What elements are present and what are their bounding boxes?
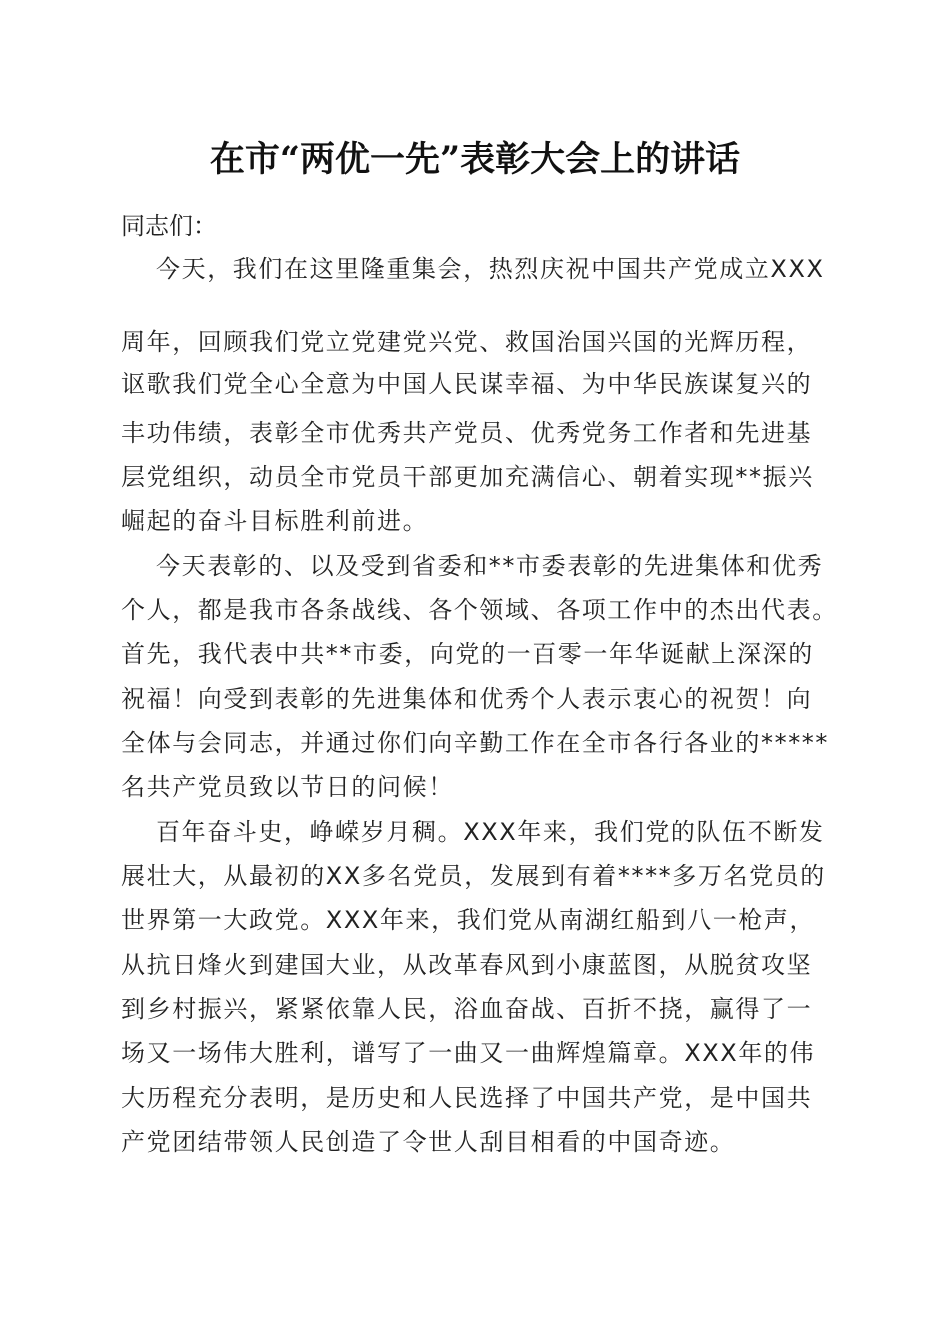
paragraph-3-line-1: 百年奋斗史，峥嵘岁月稠。XXX年来，我们党的队伍不断发 bbox=[156, 818, 825, 846]
paragraph-1-line-2: 周年，回顾我们党立党建党兴党、救国治国兴国的光辉历程， bbox=[121, 328, 813, 356]
paragraph-2-line-2: 个人，都是我市各条战线、各个领域、各项工作中的杰出代表。 bbox=[121, 596, 838, 624]
paragraph-1-line-6: 崛起的奋斗目标胜利前进。 bbox=[121, 507, 429, 535]
document-title: 在市“两优一先”表彰大会上的讲话 bbox=[209, 139, 741, 180]
paragraph-3-line-5: 到乡村振兴，紧紧依靠人民，浴血奋战、百折不挠，赢得了一 bbox=[121, 995, 813, 1023]
paragraph-2-line-6: 名共产党员致以节日的问候！ bbox=[121, 773, 454, 801]
paragraph-1-line-1: 今天，我们在这里隆重集会，热烈庆祝中国共产党成立XXX bbox=[156, 255, 825, 283]
paragraph-2-line-4: 祝福！向受到表彰的先进集体和优秀个人表示衷心的祝贺！向 bbox=[121, 685, 813, 713]
paragraph-3-line-4: 从抗日烽火到建国大业，从改革春风到小康蓝图，从脱贫攻坚 bbox=[121, 951, 813, 979]
paragraph-2-line-1: 今天表彰的、以及受到省委和**市委表彰的先进集体和优秀 bbox=[156, 552, 824, 580]
paragraph-1-line-4: 丰功伟绩，表彰全市优秀共产党员、优秀党务工作者和先进基 bbox=[121, 419, 813, 447]
paragraph-3-line-2: 展壮大，从最初的XX多名党员，发展到有着****多万名党员的 bbox=[121, 862, 826, 890]
paragraph-3-line-8: 产党团结带领人民创造了令世人刮目相看的中国奇迹。 bbox=[121, 1128, 736, 1156]
paragraph-1-line-5: 层党组织，动员全市党员干部更加充满信心、朝着实现**振兴 bbox=[121, 463, 814, 491]
paragraph-1-line-3: 讴歌我们党全心全意为中国人民谋幸福、为中华民族谋复兴的 bbox=[121, 370, 813, 398]
paragraph-3-line-7: 大历程充分表明，是历史和人民选择了中国共产党，是中国共 bbox=[121, 1084, 813, 1112]
paragraph-3-line-6: 场又一场伟大胜利，谱写了一曲又一曲辉煌篇章。XXX年的伟 bbox=[121, 1039, 816, 1067]
paragraph-2-line-3: 首先，我代表中共**市委，向党的一百零一年华诞献上深深的 bbox=[121, 640, 814, 668]
paragraph-3-line-3: 世界第一大政党。XXX年来，我们党从南湖红船到八一枪声， bbox=[121, 906, 816, 934]
salutation: 同志们： bbox=[121, 212, 217, 240]
paragraph-2-line-5: 全体与会同志，并通过你们向辛勤工作在全市各行各业的***** bbox=[121, 729, 829, 757]
